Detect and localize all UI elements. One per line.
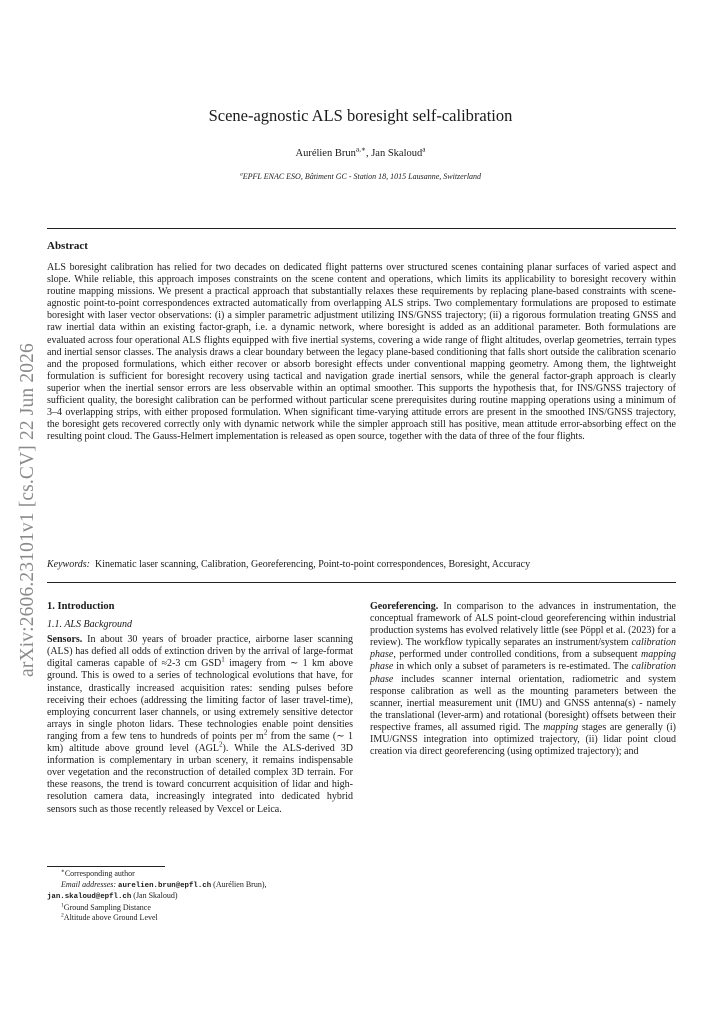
paragraph-lead: Sensors. bbox=[47, 634, 83, 646]
affiliation-mark: a bbox=[239, 171, 243, 178]
superscript: 2 bbox=[263, 728, 268, 737]
author-name: Jan Skaloud bbox=[371, 148, 423, 159]
author-name: Aurélien Brun bbox=[295, 148, 356, 159]
paper-title: Scene-agnostic ALS boresight self-calibration bbox=[208, 106, 513, 125]
section-heading: 1. Introduction bbox=[47, 601, 115, 612]
email-link[interactable]: aurelien.brun@epfl.ch bbox=[118, 881, 212, 890]
footnote-ref: 1 bbox=[221, 656, 225, 665]
affiliation bbox=[0, 172, 721, 181]
author-list bbox=[0, 144, 721, 159]
column-left bbox=[47, 601, 353, 816]
keywords-label: Keywords: bbox=[47, 559, 90, 570]
footnote-agl: $^2$Altitude above Ground Level bbox=[61, 912, 158, 923]
paragraph-georeferencing: Georeferencing. In comparison to the advances in instrumentation, the conceptual framework of ALS point-cloud georeferencing within industrial production systems has evolved relatively little (see Pöppl et al. (2023) for a review). The workflow typically separates an instrument/system calibration phase, performed under controlled conditions, from a subsequent mapping phase in which only a subset of parameters is re-estimated. The calibration phase includes scanner internal orientation, radiometric and system response calibration as well as the mounting parameters between the scanner, inertial measurement unit (IMU) and GNSS antenna(s) - namely the translational (lever-arm) and rotational (boresight) offsets between their respective frames, all assumed rigid. The mapping stages are generally (i) IMU/GNSS integration into optimized trajectory, (ii) lidar point cloud creation via direct georeferencing (using optimized trajectory); and bbox=[370, 601, 676, 758]
keywords bbox=[47, 559, 676, 570]
footnote-emails-cont: jan.skaloud@epfl.ch (Jan Skaloud) bbox=[47, 891, 178, 902]
author-affiliation-mark: a bbox=[422, 144, 426, 154]
footnotes bbox=[47, 869, 353, 924]
divider-bottom bbox=[47, 582, 676, 583]
abstract-text: ALS boresight calibration has relied for two decades on dedicated flight patterns over structured scenes containing planar surfaces of varied aspect and slope. While reliable, this approach imposes constraints on the scene content and operations, which limits its applicability to boresight recovery within routine mapping missions. We present a practical approach that substantially relaxes these requirements by replacing plane-based constraints with scene-agnostic point-to-point correspondences extracted automatically from overlapping ALS strips. Two complementary formulations are proposed to estimate boresight with laser vector observations: (i) a simpler parametric adjustment utilizing INS/GNSS trajectory; (ii) a rigorous formulation treating GNSS and raw inertial data within an existing factor-graph, i.e. a dynamic network, where boresight is added as an additional parameter. Both formulations are evaluated across four operational ALS flights equipped with five inertial systems, covering a wide range of flight altitudes, overlap geometries, terrain types and inertial sensor classes. The analysis draws a clear boundary between the legacy plane-based conditioning that falls short outside the calibration scenario and the proposed formulations, which either recover or absorb boresight effects under conventional mapping geometry. Among them, the lightweight formulation is sufficient for boresight recovery using tactical and navigation grade inertial sensors, while the general factor-graph approach is clearly superior when the inertial sensor errors are less observable within an optimal smoother. This supports the hypothesis that, for INS/GNSS trajectory of sufficient quality, the boresight calibration can be performed without particular scene prerequisites during routine mapping operations using a minimum of 3–4 overlapping strips, with either proposed formulation. When significant time-varying attitude errors are present in the smoothed INS/GNSS trajectory, the boresight gets recovered correctly only with dynamic network while the simpler approach still has positive, mean attitude error-absorbing effect on the resulting point cloud. The Gauss-Helmert implementation is released as open source, together with the data of three of the four flights. bbox=[47, 262, 676, 443]
footnote-gsd: $^1$Ground Sampling Distance bbox=[61, 902, 151, 912]
footnote-divider bbox=[47, 866, 165, 867]
subsection-heading: 1.1. ALS Background bbox=[47, 619, 132, 631]
paragraph-sensors: Sensors. In about 30 years of broader practice, airborne laser scanning (ALS) has defied all odds of extinction driven by the arrival of large-format digital cameras capable of ≈2-3 cm GSD$^1$ imagery from ∼ 1 km above ground. This is owed to a series of technological evolutions that have, for instance, drastically increased acquisition rates: sending pulses before receiving their echoes (addressing the limiting factor of laser travel-time), employing concurrent laser channels, or using extremely sensitive detector arrays in single photon lidars. These technologies enable point densities ranging from a few tens to hundreds of points per $m^2$ from the same (∼ 1 km) altitude above ground level (AGL$^2$). While the ALS-derived 3D information is complementary in urban scenery, it remains indispensable over vegetation and the reconstruction of detailed complex 3D terrain. For these reasons, the trend is toward concurrent acquisition of lidar and high-resolution camera data, increasingly integrated into dedicated hybrid sensors such as those recently released by Vexcel or Leica. bbox=[47, 634, 353, 815]
email-link[interactable]: jan.skaloud@epfl.ch bbox=[47, 893, 132, 902]
paragraph-lead: Georeferencing. bbox=[370, 601, 439, 612]
column-right bbox=[370, 601, 676, 758]
author-separator: , bbox=[365, 148, 372, 159]
footnote-ref: 2 bbox=[219, 740, 223, 749]
abstract-heading: Abstract bbox=[47, 240, 88, 252]
arxiv-identifier bbox=[8, 320, 48, 700]
affiliation-text: EPFL ENAC ESO, Bâtiment GC - Station 18, 1015 Lausanne, Switzerland bbox=[242, 172, 482, 181]
divider-top bbox=[47, 228, 676, 229]
arxiv-identifier-text: arXiv:2606.23101v1 [cs.CV] 22 Jun 2026 bbox=[17, 343, 38, 677]
footnote-corresponding: ∗Corresponding author bbox=[61, 868, 135, 878]
author-affiliation-mark: a,∗ bbox=[355, 144, 366, 154]
footnote-emails: Email addresses: aurelien.brun@epfl.ch (Aurélien Brun), bbox=[61, 879, 267, 890]
keywords-text: Kinematic laser scanning, Calibration, Georeferencing, Point-to-point correspondences, Boresight, Accuracy bbox=[94, 559, 531, 570]
